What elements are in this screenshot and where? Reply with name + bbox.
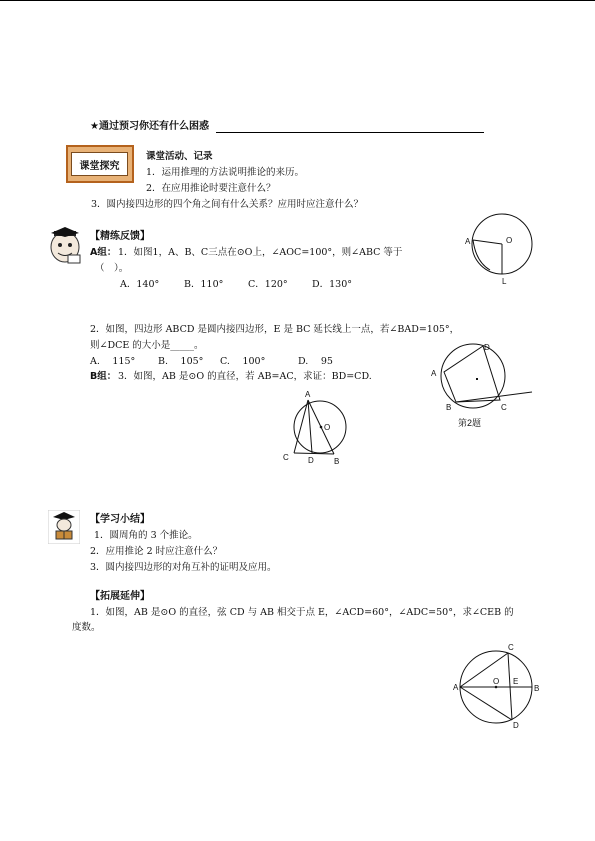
fig4-label-c: C (508, 643, 514, 652)
extend-q1-line1: 1．如图，AB 是⊙O 的直径，弦 CD 与 AB 相交于点 E，∠ACD=60°，∠ADC=50°，求∠CEB 的 (90, 607, 514, 618)
summary-item-3: 3．圆内接四边形的对角互补的证明及应用。 (90, 562, 277, 573)
reading-teacher-icon (48, 510, 80, 544)
figure-1-circle (462, 208, 534, 288)
q1-line1: 1．如图1，A、B、C三点在⊙O上，∠AOC=100°，则∠ABC 等于 (118, 247, 403, 258)
fig3-label-d: D (308, 456, 314, 465)
ketang-heading: 课堂活动、记录 (146, 151, 213, 162)
fig1-label-o: O (506, 236, 513, 245)
answer-underline (216, 132, 484, 133)
q1-option-b: B．110° (184, 279, 224, 290)
teacher-icon (48, 225, 82, 265)
extend-title: 【拓展延伸】 (90, 591, 150, 602)
fig4-label-e: E (513, 677, 519, 686)
q2-option-c: C. 100° (220, 356, 266, 367)
figure-3-triangle (280, 390, 356, 466)
preview-question: ★通过预习你还有什么困惑 (90, 121, 209, 132)
ketang-badge (66, 145, 132, 181)
a-group-label: A组： (90, 247, 117, 258)
page-top-border (0, 0, 595, 1)
fig2-caption: 第2题 (458, 418, 482, 428)
fig1-label-l: L (502, 277, 507, 286)
fig2-label-b: B (446, 403, 452, 412)
fig4-label-b: B (534, 684, 540, 693)
fig1-label-a: A (465, 237, 471, 246)
ketang-item-3: 3．圆内接四边形的四个角之间有什么关系？应用时应注意什么？ (91, 199, 364, 210)
fig2-label-c: C (501, 403, 507, 412)
b-group-label: B组： (90, 371, 117, 382)
q2-option-d: D. 95 (298, 356, 333, 367)
summary-item-2: 2．应用推论 2 时应注意什么？ (90, 546, 223, 557)
figure-2-quadrilateral (428, 338, 536, 430)
fig2-label-d: D (484, 343, 490, 352)
fig3-label-a: A (305, 390, 311, 399)
ketang-item-1: 1．运用推理的方法说明推论的来历。 (146, 167, 305, 178)
extend-q1-line2: 度数。 (72, 622, 101, 633)
fig2-label-a: A (431, 369, 437, 378)
fig4-label-o: O (493, 677, 500, 686)
fig3-label-o: O (324, 423, 331, 432)
figure-4-chord (452, 640, 544, 730)
feedback-title: 【精练反馈】 (90, 231, 150, 242)
summary-item-1: 1．圆周角的 3 个推论。 (94, 530, 198, 541)
ketang-badge-label: 课堂探究 (71, 152, 128, 176)
fig4-label-a: A (453, 683, 459, 692)
q1-option-d: D．130° (312, 279, 352, 290)
q2-option-a: A. 115° (90, 356, 136, 367)
b-q3: 3．如图，AB 是⊙O 的直径，若 AB=AC，求证：BD=CD. (118, 371, 372, 382)
q1-option-a: A．140° (120, 279, 160, 290)
fig3-label-c: C (283, 453, 289, 462)
fig3-label-b: B (334, 457, 340, 466)
summary-title: 【学习小结】 (90, 514, 150, 525)
q1-line2: （ ）。 (95, 263, 129, 274)
q1-option-c: C．120° (248, 279, 288, 290)
ketang-item-2: 2．在应用推论时要注意什么？ (146, 183, 276, 194)
fig4-label-d: D (513, 721, 519, 730)
q2-option-b: B. 105° (158, 356, 204, 367)
q2-line1: 2．如图，四边形 ABCD 是圆内接四边形，E 是 BC 延长线上一点，若∠BAD=105°， (90, 324, 460, 335)
q2-line2: 则∠DCE 的大小是_____。 (90, 340, 204, 351)
